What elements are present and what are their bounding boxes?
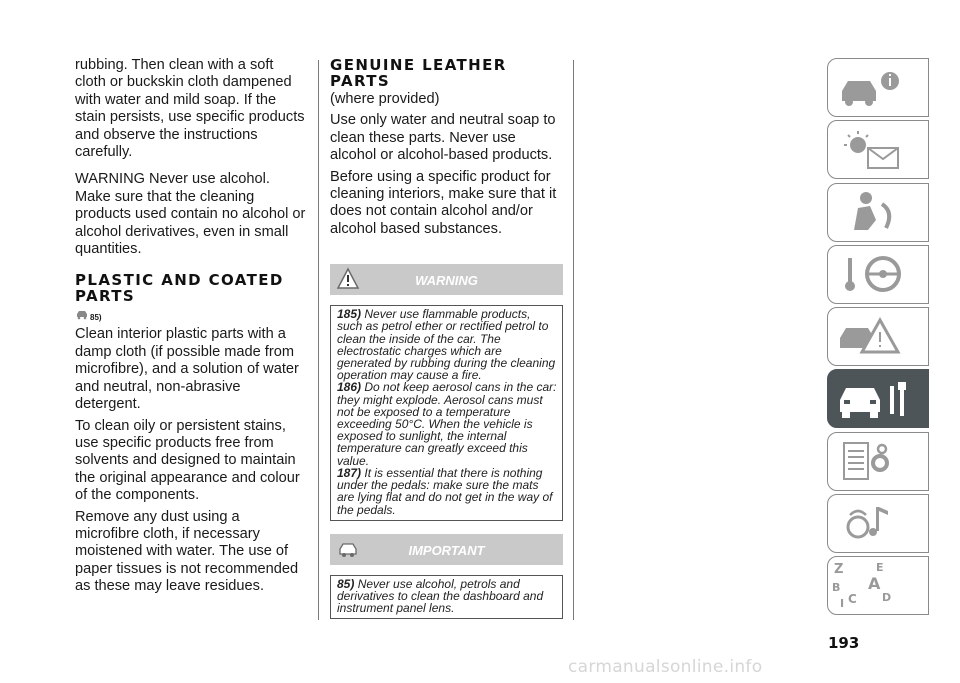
svg-text:B: B bbox=[832, 581, 841, 594]
warning-box-header bbox=[330, 264, 563, 295]
tab-safety[interactable] bbox=[827, 183, 929, 242]
warning-box-title: WARNING bbox=[415, 273, 478, 289]
warning-box bbox=[330, 264, 563, 520]
warning-item: 187) It is essential that there is nothing under the pedals: make sure the mats are lying flat and do not get in the way of the pedals. bbox=[337, 465, 553, 517]
svg-text:E: E bbox=[876, 561, 884, 574]
leather-paragraph-1: Use only water and neutral soap to clean these parts. Never use alcohol or alcohol-based products. bbox=[330, 112, 556, 164]
right-column bbox=[330, 57, 563, 619]
page-number: 193 bbox=[828, 634, 860, 652]
important-box-header bbox=[330, 534, 563, 565]
tab-technical-data[interactable] bbox=[827, 432, 929, 491]
plastic-ref-number: 85) bbox=[90, 313, 102, 323]
index-az-icon bbox=[828, 557, 928, 614]
starting-driving-icon bbox=[828, 246, 928, 303]
leather-subtitle: (where provided) bbox=[330, 91, 440, 107]
warning-lights-icon bbox=[828, 121, 928, 178]
emergency-icon bbox=[828, 308, 928, 365]
left-column bbox=[75, 57, 307, 596]
leather-parts-heading: GENUINE LEATHER PARTS bbox=[330, 56, 507, 90]
technical-data-icon bbox=[828, 433, 928, 490]
tab-maintenance[interactable] bbox=[827, 369, 929, 428]
intro-paragraph: rubbing. Then clean with a soft cloth or buckskin cloth dampened with water and mild soap. If the stain persists, use specific products and observe the instructions carefully. bbox=[75, 57, 305, 161]
plastic-paragraph-2: To clean oily or persistent stains, use specific products free from solvents and designed to maintain the original appearance and colour of the components. bbox=[75, 417, 300, 504]
column-separator-2 bbox=[573, 60, 574, 620]
multimedia-icon bbox=[828, 495, 928, 552]
warning-item: 186) Do not keep aerosol cans in the car: they might explode. Aerosol cans must not be exposed to a temperature exceeding 50°C. When the vehicle is exposed to sunlight, the internal temperature can greatly exceed this value. bbox=[337, 380, 557, 468]
tab-car-info[interactable] bbox=[827, 58, 929, 117]
plastic-parts-heading: PLASTIC AND COATED PARTS bbox=[75, 271, 284, 306]
watermark: carmanualsonline.info bbox=[568, 657, 763, 677]
tab-warning-lights[interactable] bbox=[827, 120, 929, 179]
alcohol-warning-paragraph: WARNING Never use alcohol. Make sure that the cleaning products used contain no alcohol or alcohol derivatives, even in small quantities. bbox=[75, 171, 306, 258]
svg-text:Z: Z bbox=[834, 562, 844, 577]
column-separator-1 bbox=[318, 60, 319, 620]
svg-text:D: D bbox=[882, 591, 892, 604]
tab-starting-driving[interactable] bbox=[827, 245, 929, 304]
leather-paragraph-2: Before using a specific product for cleaning interiors, make sure that it does not contain alcohol and/or alcohol based substances. bbox=[330, 168, 557, 237]
important-box-body bbox=[330, 575, 563, 620]
warning-item: 185) Never use flammable products, such as petrol ether or rectified petrol to clean the inside of the car. The electrostatic charges which are generated by rubbing during the cleaning operation may cause a fire. bbox=[337, 307, 556, 383]
svg-text:C: C bbox=[848, 592, 857, 606]
plastic-ref-row bbox=[75, 304, 307, 326]
tab-index[interactable] bbox=[827, 556, 929, 615]
warning-box-body bbox=[330, 305, 563, 520]
svg-text:I: I bbox=[840, 597, 845, 610]
plastic-paragraph-3: Remove any dust using a microfibre cloth, if necessary moistened with water. The use of paper tissues is not recommended as these may leave residues. bbox=[75, 508, 299, 595]
important-box-title: IMPORTANT bbox=[408, 542, 485, 558]
important-item: 85) Never use alcohol, petrols and derivatives to clean the dashboard and instrument panel lens. bbox=[337, 576, 544, 616]
important-box bbox=[330, 534, 563, 620]
safety-airbag-icon bbox=[828, 184, 928, 241]
maintenance-car-wrench-icon bbox=[828, 370, 928, 427]
plastic-paragraph-1: Clean interior plastic parts with a damp cloth (if possible made from microfibre), and a solution of water and neutral, non-abrasive detergent. bbox=[75, 326, 299, 413]
svg-text:A: A bbox=[868, 574, 881, 593]
car-reference-icon bbox=[75, 308, 89, 320]
car-info-icon bbox=[828, 59, 928, 116]
tab-emergency[interactable] bbox=[827, 307, 929, 366]
tab-multimedia[interactable] bbox=[827, 494, 929, 553]
